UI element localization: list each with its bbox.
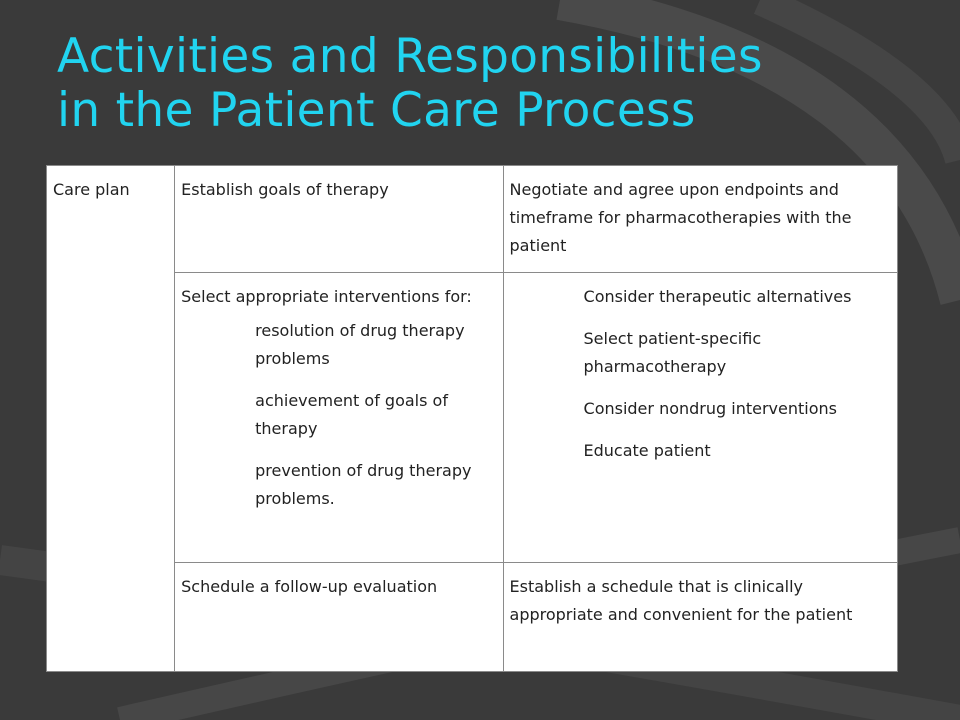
list-item: Consider nondrug interventions [583,399,837,418]
category-label: Care plan [53,180,130,199]
activity-text: Schedule a follow-up evaluation [181,577,438,596]
activity-cell [175,166,503,273]
responsibility-item-list [510,283,891,465]
responsibility-cell [503,273,897,563]
slide-title-line-2: in the Patient Care Process [57,83,696,138]
activity-item-list [181,317,496,513]
responsibility-text: Negotiate and agree upon endpoints and timeframe for pharmacotherapies with the patient [509,180,852,255]
table-row [47,273,898,563]
table-row [47,166,898,273]
list-item: prevention of drug therapy problems. [255,461,472,508]
activity-cell [175,563,503,672]
list-item: achievement of goals of therapy [255,391,448,438]
responsibility-text: Establish a schedule that is clinically appropriate and convenient for the patient [509,577,853,624]
responsibility-cell [503,563,897,672]
list-item: Educate patient [583,441,711,460]
slide-title [57,30,763,138]
slide-title-line-1: Activities and Responsibilities [57,29,763,84]
list-item: Select patient-specific pharmacotherapy [583,329,762,376]
care-process-table [46,165,898,672]
list-item: Consider therapeutic alternatives [583,287,852,306]
list-item: resolution of drug therapy problems [255,321,465,368]
activity-text: Select appropriate interventions for: [181,287,472,306]
category-cell [47,166,175,672]
activity-cell [175,273,503,563]
table-row [47,563,898,672]
responsibility-cell [503,166,897,273]
activity-text: Establish goals of therapy [181,180,389,199]
